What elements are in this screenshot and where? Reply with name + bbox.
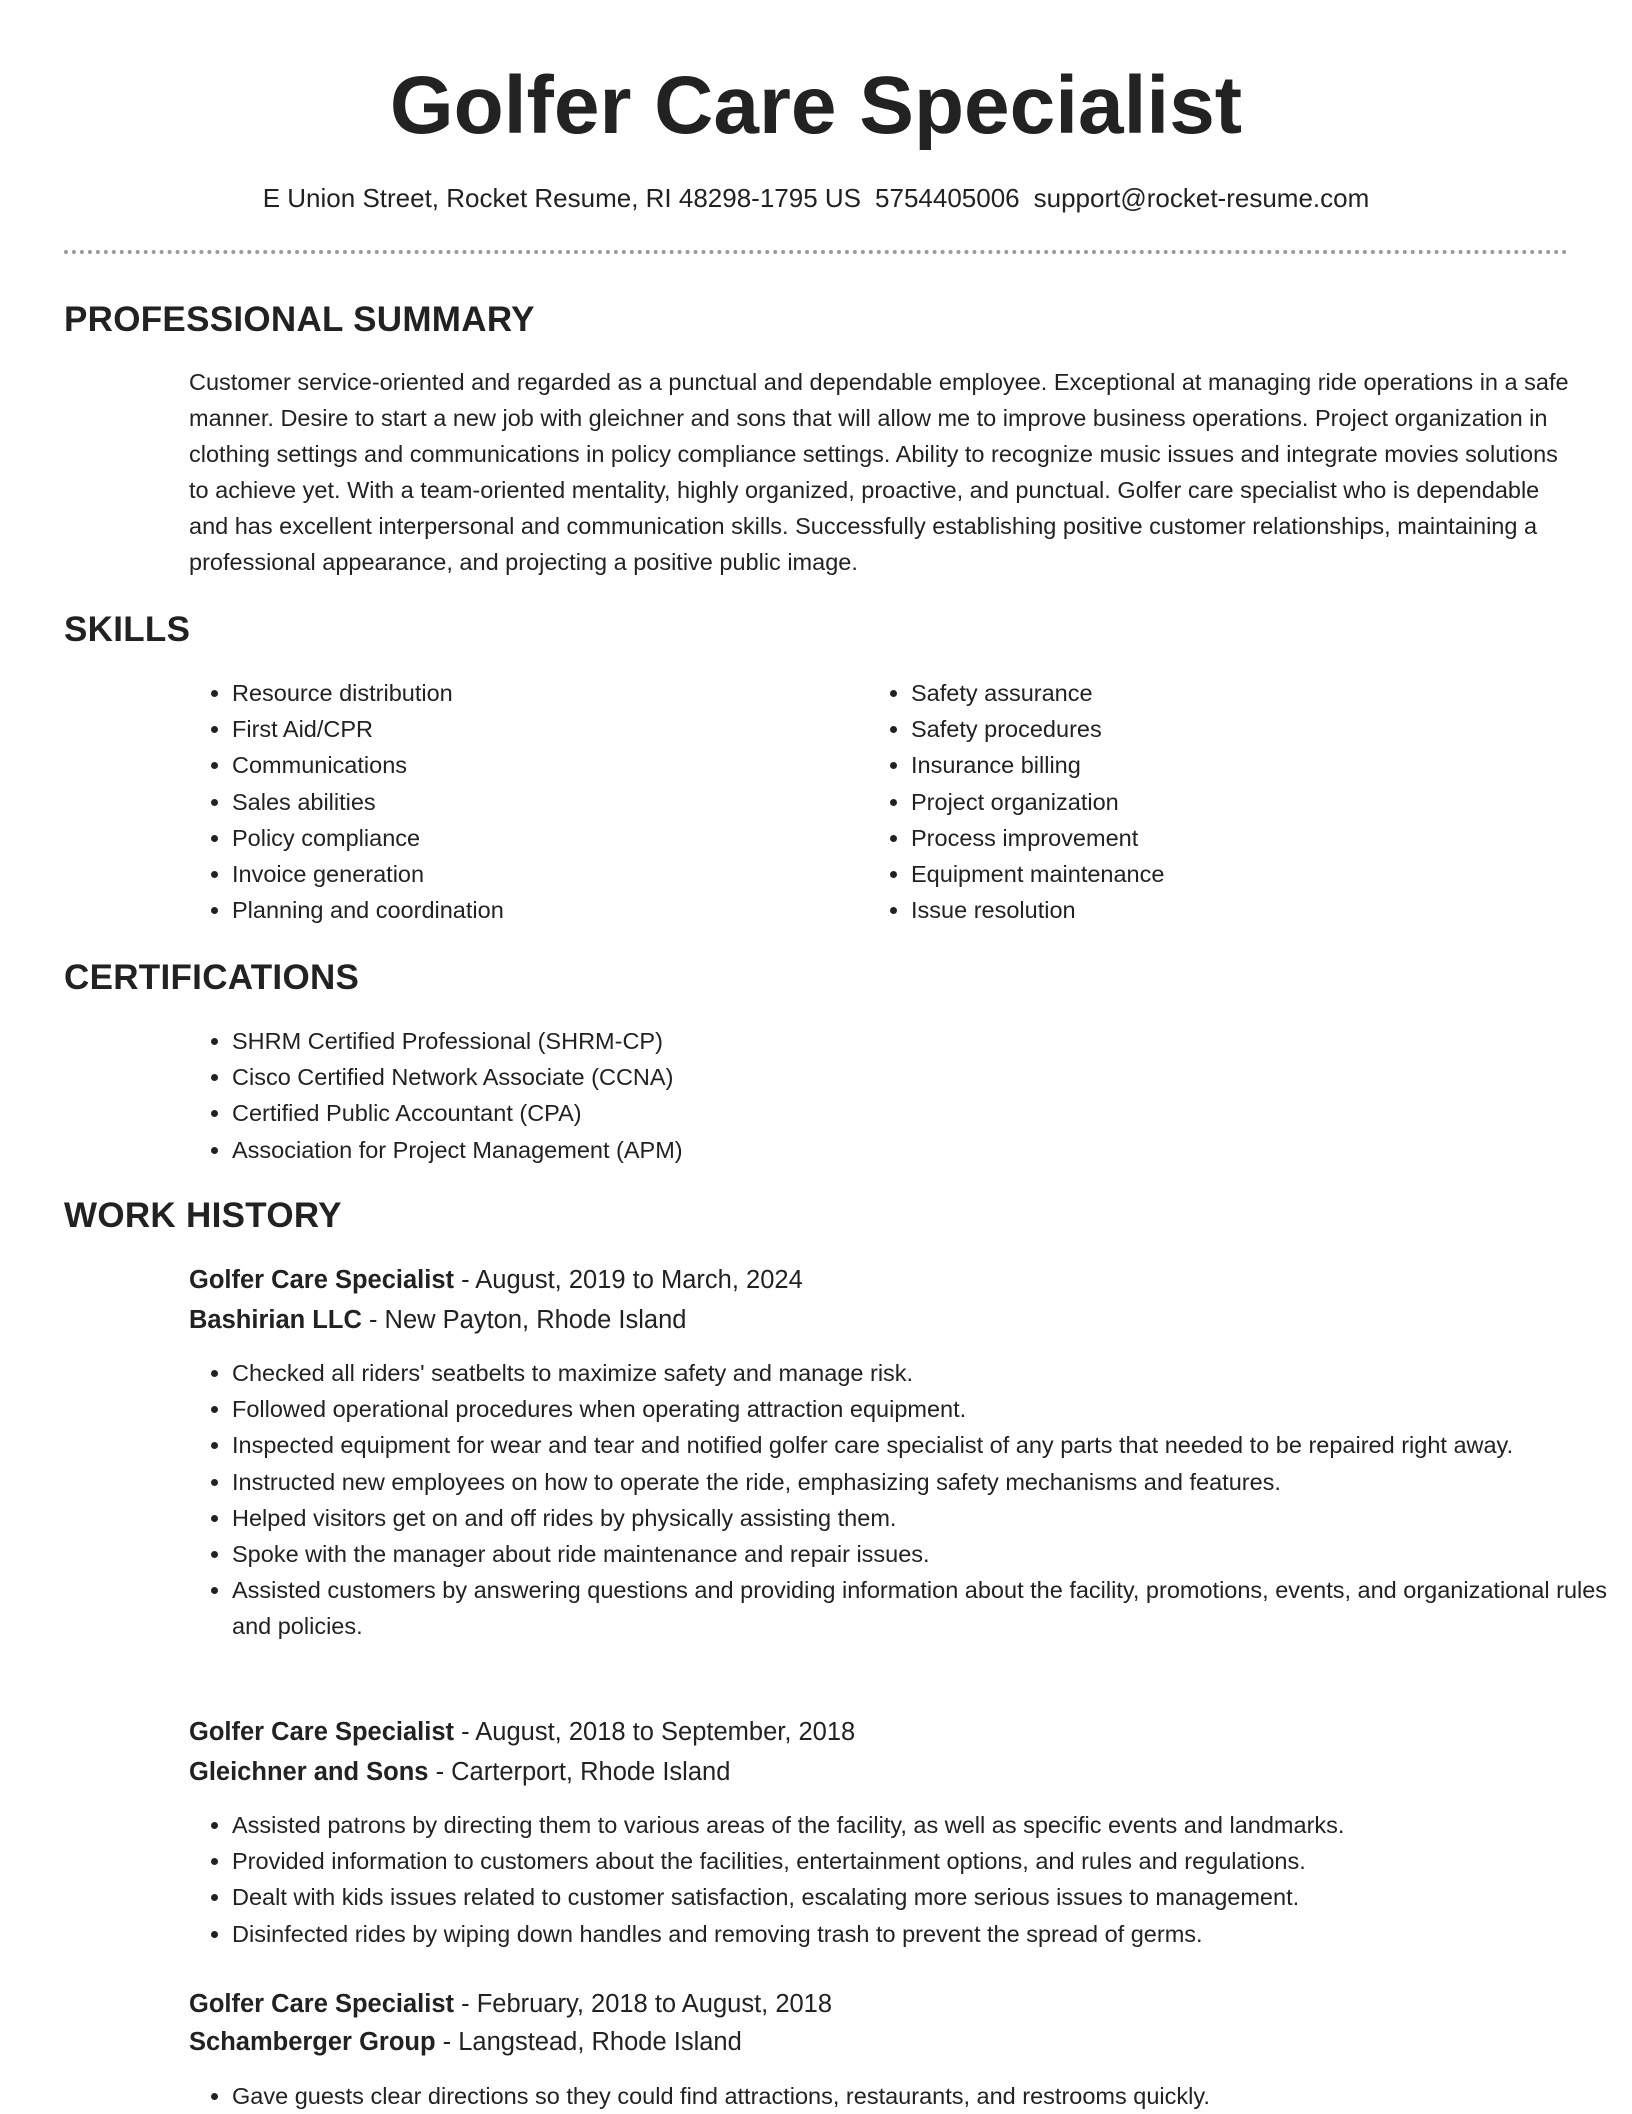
summary-text: Customer service-oriented and regarded as a punctual and dependable employee. Exceptional at managing ride operations in a safe manner. Desire to start a new job with gleichner and sons that will allow me to improve business operations. Project organization in clothing settings and communications in policy compliance settings. Ability to recognize music issues and integrate movies solutions to achieve yet. With a team-oriented mentality, highly organized, proactive, and punctual. Golfer care specialist who is dependable and has excellent interpersonal and communication skills. Successfully establishing positive customer relationships, maintaining a professional appearance, and projecting a positive public image. (189, 369, 1569, 575)
job-bullet: • Spoke with the manager about ride maintenance and repair issues. (232, 1536, 1612, 1572)
email-text: support@rocket-resume.com (1033, 183, 1370, 213)
contact-line (64, 180, 1568, 216)
job-bullets (189, 1807, 1612, 1952)
skill-item: • Safety assurance (911, 675, 1531, 711)
skills-list-right (868, 675, 1531, 928)
job-dates: - August, 2018 to September, 2018 (454, 1718, 856, 1746)
certification-item: • SHRM Certified Professional (SHRM-CP) (232, 1023, 1532, 1059)
job-bullet: • Checked all riders' seatbelts to maximize safety and manage risk. (232, 1355, 1612, 1391)
job-title-line (189, 1714, 855, 1750)
job-bullet: • Assisted customers by answering questions and providing information about the facility, promotions, events, and organizational rules and policies. (232, 1572, 1612, 1644)
job-bullets (189, 2078, 1612, 2114)
job-title: Golfer Care Specialist (189, 1266, 455, 1294)
job-bullet: • Gave guests clear directions so they could find attractions, restaurants, and restrooms quickly. (232, 2078, 1612, 2114)
job-bullet: • Inspected equipment for wear and tear and notified golfer care specialist of any parts that needed to be repaired right away. (232, 1427, 1612, 1463)
job-bullet: • Provided information to customers about the facilities, entertainment options, and rules and regulations. (232, 1843, 1612, 1879)
skill-item: • Insurance billing (911, 747, 1531, 783)
address-text: E Union Street, Rocket Resume, RI 48298-1795 US (262, 183, 862, 213)
job-title: Golfer Care Specialist (189, 1718, 455, 1746)
job-location: - Carterport, Rhode Island (428, 1758, 731, 1786)
certifications-list (189, 1023, 1532, 1168)
job-company: Bashirian LLC (189, 1306, 362, 1334)
skills-list-left (189, 675, 852, 928)
job-title-line (189, 1262, 803, 1298)
skill-item: • Project organization (911, 784, 1531, 820)
phone-text: 5754405006 (875, 183, 1020, 213)
skill-item: • Invoice generation (232, 856, 852, 892)
certifications-heading: CERTIFICATIONS (64, 958, 360, 997)
skill-item: • Communications (232, 747, 852, 783)
job-title: Golfer Care Specialist (189, 1990, 455, 2018)
job-company: Schamberger Group (189, 2028, 436, 2056)
work-history-heading: WORK HISTORY (64, 1196, 342, 1235)
certification-item: • Certified Public Accountant (CPA) (232, 1095, 1532, 1131)
summary-heading: PROFESSIONAL SUMMARY (64, 300, 535, 339)
job-location: - Langstead, Rhode Island (435, 2028, 742, 2056)
job-company-line (189, 2024, 742, 2060)
certification-item: • Association for Project Management (APM) (232, 1132, 1532, 1168)
job-location: - New Payton, Rhode Island (361, 1306, 687, 1334)
skill-item: • Equipment maintenance (911, 856, 1531, 892)
skill-item: • Policy compliance (232, 820, 852, 856)
skill-item: • Process improvement (911, 820, 1531, 856)
job-company-line (189, 1302, 686, 1338)
job-bullet: • Instructed new employees on how to operate the ride, emphasizing safety mechanisms and features. (232, 1464, 1612, 1500)
skill-item: • Safety procedures (911, 711, 1531, 747)
job-dates: - August, 2019 to March, 2024 (454, 1266, 803, 1294)
job-title-line (189, 1986, 832, 2022)
job-bullets (189, 1355, 1612, 1645)
job-bullet: • Disinfected rides by wiping down handles and removing trash to prevent the spread of germs. (232, 1916, 1612, 1952)
job-company-line (189, 1754, 730, 1790)
skill-item: • First Aid/CPR (232, 711, 852, 747)
header-divider (64, 250, 1568, 254)
job-bullet: • Assisted patrons by directing them to various areas of the facility, as well as specific events and landmarks. (232, 1807, 1612, 1843)
job-company: Gleichner and Sons (189, 1758, 429, 1786)
job-bullet: • Followed operational procedures when operating attraction equipment. (232, 1391, 1612, 1427)
skill-item: • Issue resolution (911, 892, 1531, 928)
skill-item: • Planning and coordination (232, 892, 852, 928)
job-bullet: • Helped visitors get on and off rides by physically assisting them. (232, 1500, 1612, 1536)
certification-item: • Cisco Certified Network Associate (CCNA) (232, 1059, 1532, 1095)
skills-heading: SKILLS (64, 610, 191, 649)
resume-name: Golfer Care Specialist (389, 60, 1243, 151)
skill-item: • Resource distribution (232, 675, 852, 711)
job-bullet: • Dealt with kids issues related to customer satisfaction, escalating more serious issues to management. (232, 1879, 1612, 1915)
skill-item: • Sales abilities (232, 784, 852, 820)
job-dates: - February, 2018 to August, 2018 (454, 1990, 833, 2018)
